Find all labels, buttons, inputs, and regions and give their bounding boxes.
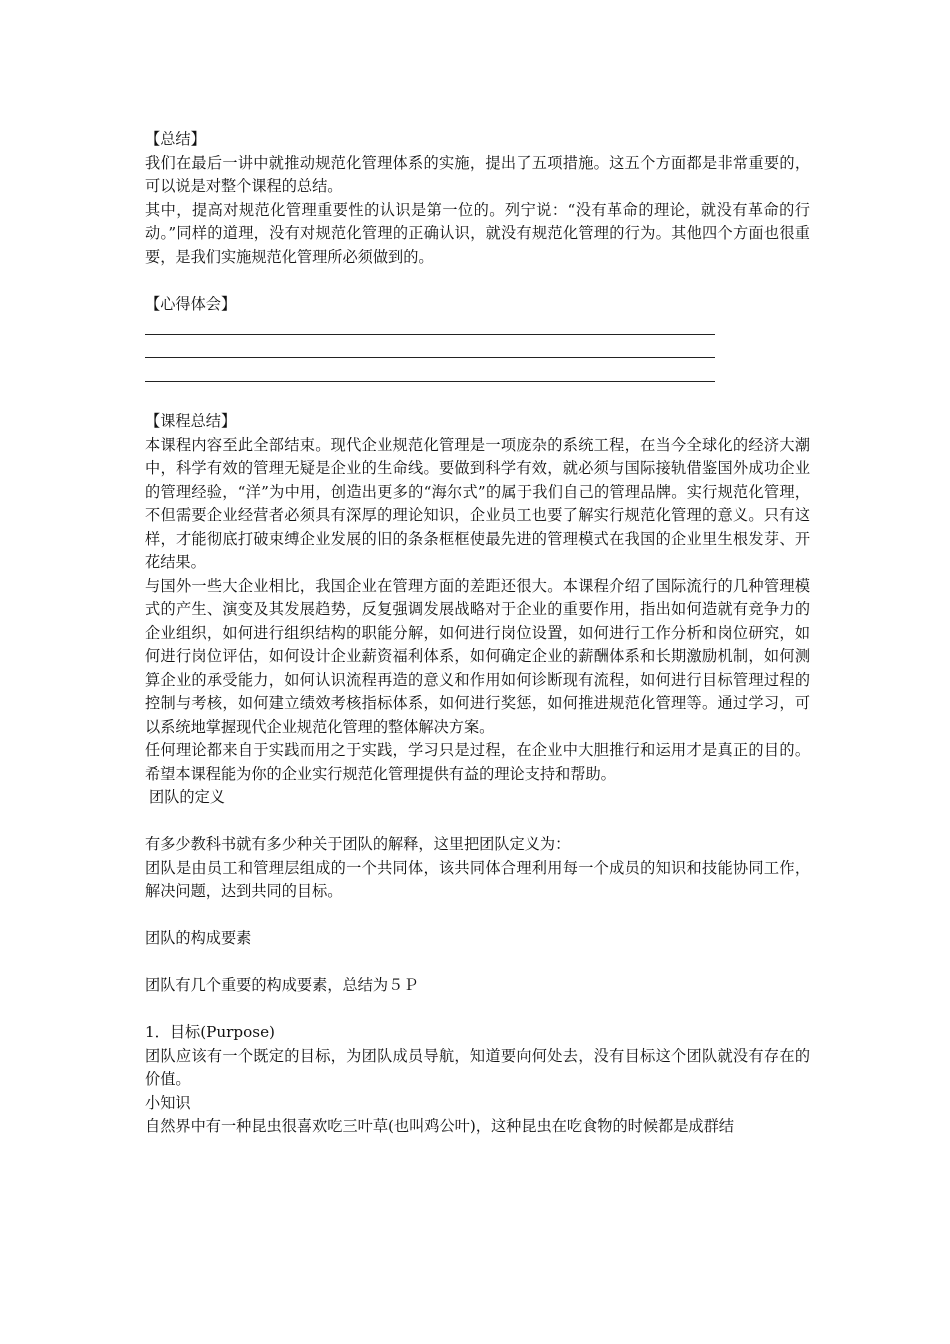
spacer (145, 998, 810, 1022)
tip-paragraph: 自然界中有一种昆虫很喜欢吃三叶草(也叫鸡公叶)，这种昆虫在吃食物的时候都是成群结 (145, 1117, 734, 1135)
summary-paragraph-1: 我们在最后一讲中就推动规范化管理体系的实施，提出了五项措施。这五个方面都是非常重要的，可以说是对整个课程的总结。 (145, 153, 810, 195)
summary-heading: 【总结】 (145, 130, 206, 148)
team-item-1-heading: 1．目标(Purpose) (145, 1023, 275, 1041)
course-summary-paragraph-1: 本课程内容至此全部结束。现代企业规范化管理是一项庞杂的系统工程，在当今全球化的经济大潮中，科学有效的管理无疑是企业的生命线。要做到科学有效，就必须与国际接轨借鉴国外成功企业的管理经验，“洋”为中用，创造出更多的“海尔式”的属于我们自己的管理品牌。实行规范化管理，不但需要企业经营者必须具有深厚的理论知识，企业员工也要了解实行规范化管理的意义。只有这样，才能彻底打破束缚企业发展的旧的条条框框使最先进的管理模式在我国的企业里生根发芽、开花结果。 (145, 435, 810, 571)
spacer (145, 904, 810, 928)
reflection-heading: 【心得体会】 (145, 294, 237, 313)
spacer (145, 387, 810, 411)
summary-paragraph-2: 其中，提高对规范化管理重要性的认识是第一位的。列宁说：“没有革命的理论，就没有革命的行动。”同样的道理，没有对规范化管理的正确认识，就没有规范化管理的行为。其他四个方面也很重要，是我们实施规范化管理所必须做到的。 (145, 200, 810, 266)
team-elements-intro: 团队有几个重要的构成要素，总结为５Ｐ (145, 976, 419, 994)
spacer (145, 810, 810, 834)
spacer (145, 269, 810, 293)
team-definition-paragraph-1: 有多少教科书就有多少种关于团队的解释，这里把团队定义为： (145, 835, 571, 853)
course-summary-paragraph-3: 任何理论都来自于实践而用之于实践，学习只是过程，在企业中大胆推行和运用才是真正的目的。希望本课程能为你的企业实行规范化管理提供有益的理论支持和帮助。 (145, 741, 810, 783)
document-page (145, 128, 810, 1139)
reflection-writing-line-1 (145, 316, 715, 340)
reflection-writing-line-3 (145, 363, 715, 387)
team-definition-paragraph-2: 团队是由员工和管理层组成的一个共同体，该共同体合理利用每一个成员的知识和技能协同工作，解决问题，达到共同的目标。 (145, 858, 810, 900)
team-definition-heading: 团队的定义 (149, 788, 225, 806)
course-summary-paragraph-2: 与国外一些大企业相比，我国企业在管理方面的差距还很大。本课程介绍了国际流行的几种管理模式的产生、演变及其发展趋势，反复强调发展战略对于企业的重要作用，指出如何造就有竞争力的企业组织，如何进行组织结构的职能分解，如何进行岗位设置，如何进行工作分析和岗位研究，如何进行岗位评估，如何设计企业薪资福利体系，如何确定企业的薪酬体系和长期激励机制，如何测算企业的承受能力，如何认识流程再造的意义和作用如何诊断现有流程，如何进行目标管理过程的控制与考核，如何建立绩效考核指标体系，如何进行奖惩，如何推进规范化管理等。通过学习，可以系统地掌握现代企业规范化管理的整体解决方案。 (145, 576, 810, 736)
reflection-writing-line-2 (145, 340, 715, 364)
tip-heading: 小知识 (145, 1093, 191, 1112)
team-item-1-paragraph: 团队应该有一个既定的目标，为团队成员导航，知道要向何处去，没有目标这个团队就没有存在的价值。 (145, 1046, 810, 1088)
spacer (145, 951, 810, 975)
team-elements-heading: 团队的构成要素 (145, 929, 252, 947)
course-summary-heading: 【课程总结】 (145, 412, 237, 430)
